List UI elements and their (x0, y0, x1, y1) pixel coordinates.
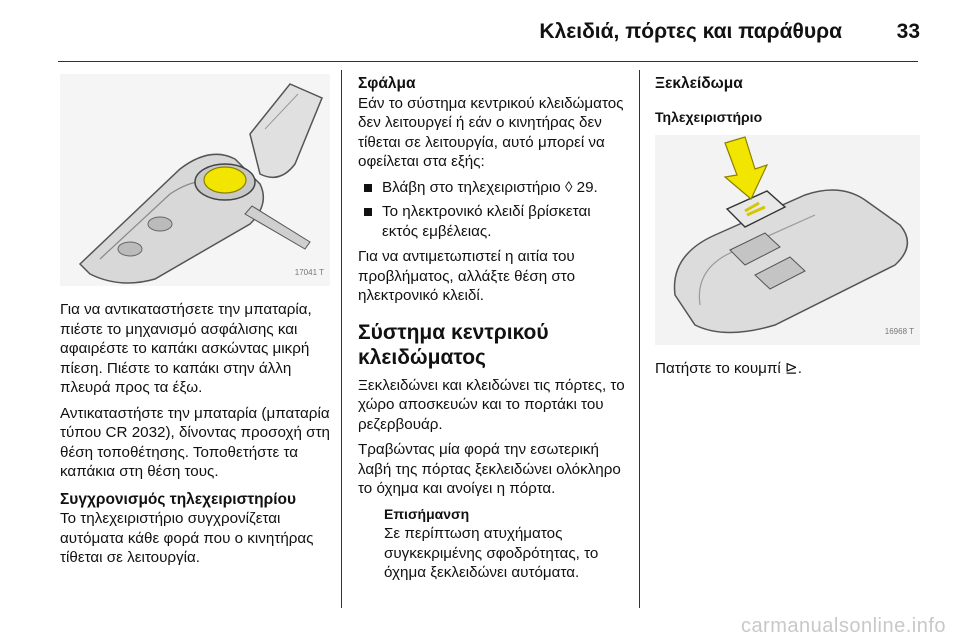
list-item: Το ηλεκτρονικό κλειδί βρίσκεται εκτός εμβέλειας. (358, 202, 630, 241)
column-1 (60, 74, 330, 574)
fault-heading: Σφάλμα (358, 75, 416, 92)
fault-causes-list (358, 178, 630, 242)
list-item: Βλάβη στο τηλεχειριστήριο ◊ 29. (358, 178, 630, 198)
battery-para-1: Για να αντικαταστήσετε την μπαταρία, πιέστε το μηχανισμό ασφάλισης και αφαιρέστε το καπάκι ασκώντας μικρή πίεση. Πιέστε το καπάκι στην άλλη πλευρά προς τα έξω. (60, 301, 312, 396)
press-button-text: Πατήστε το κουμπί ⊵. (655, 360, 802, 377)
page-number: 33 (896, 20, 920, 43)
header-divider (58, 61, 918, 62)
page-title: Κλειδιά, πόρτες και παράθυρα (539, 20, 842, 43)
battery-para-2: Αντικαταστήστε την μπαταρία (μπαταρία τύπου CR 2032), δίνοντας προσοχή στη θέση τοποθέτησης. Τοποθετήστε τα καπάκια στη θέση τους. (60, 404, 330, 480)
remote-figure (655, 135, 920, 345)
sync-heading: Συγχρονισμός τηλεχειριστηρίου (60, 490, 296, 508)
page-header (0, 14, 960, 50)
key-battery-illustration (60, 74, 330, 286)
column-divider-2 (639, 70, 640, 608)
remote-unlock-illustration (655, 135, 920, 345)
figure-label: 17041 T (294, 267, 324, 277)
figure-label: 16968 T (884, 326, 914, 336)
central-locking-heading: Σύστημα κεντρικού κλειδώματος (358, 320, 549, 369)
note-heading: Επισήμανση (384, 505, 470, 522)
watermark: carmanualsonline.info (740, 615, 946, 637)
fault-text-2: Για να αντιμετωπιστεί η αιτία του προβλήματος, αλλάξτε θέση στο ηλεκτρονικό κλειδί. (358, 248, 576, 304)
sync-text: Το τηλεχειριστήριο συγχρονίζεται αυτόματα κάθε φορά που ο κινητήρας τίθεται σε λειτουργία. (60, 510, 314, 566)
fault-text: Εάν το σύστημα κεντρικού κλειδώματος δεν λειτουργεί ή εάν ο κινητήρας δεν τίθεται σε λειτουργία, αυτό μπορεί να οφείλεται στα εξής: (358, 94, 624, 170)
battery-highlight (204, 167, 246, 193)
column-3 (655, 74, 920, 385)
battery-figure (60, 74, 330, 286)
central-locking-text-1: Ξεκλειδώνει και κλειδώνει τις πόρτες, το χώρο αποσκευών και το πορτάκι του ρεζερβουάρ. (358, 376, 625, 433)
column-divider-1 (341, 70, 342, 608)
remote-heading: Τηλεχειριστήριο (655, 108, 763, 125)
central-locking-text-2: Τραβώντας μία φορά την εσωτερική λαβή της πόρτας ξεκλειδώνει ολόκληρο το όχημα και ανοίγει η πόρτα. (358, 441, 621, 497)
bullet-icon (364, 184, 372, 192)
note-text: Σε περίπτωση ατυχήματος συγκεκριμένης σφοδρότητας, το όχημα ξεκλειδώνει αυτόματα. (384, 525, 599, 581)
note-block (358, 505, 630, 583)
bullet-icon (364, 208, 372, 216)
unlock-heading: Ξεκλείδωμα (655, 75, 743, 92)
column-2 (358, 74, 630, 589)
